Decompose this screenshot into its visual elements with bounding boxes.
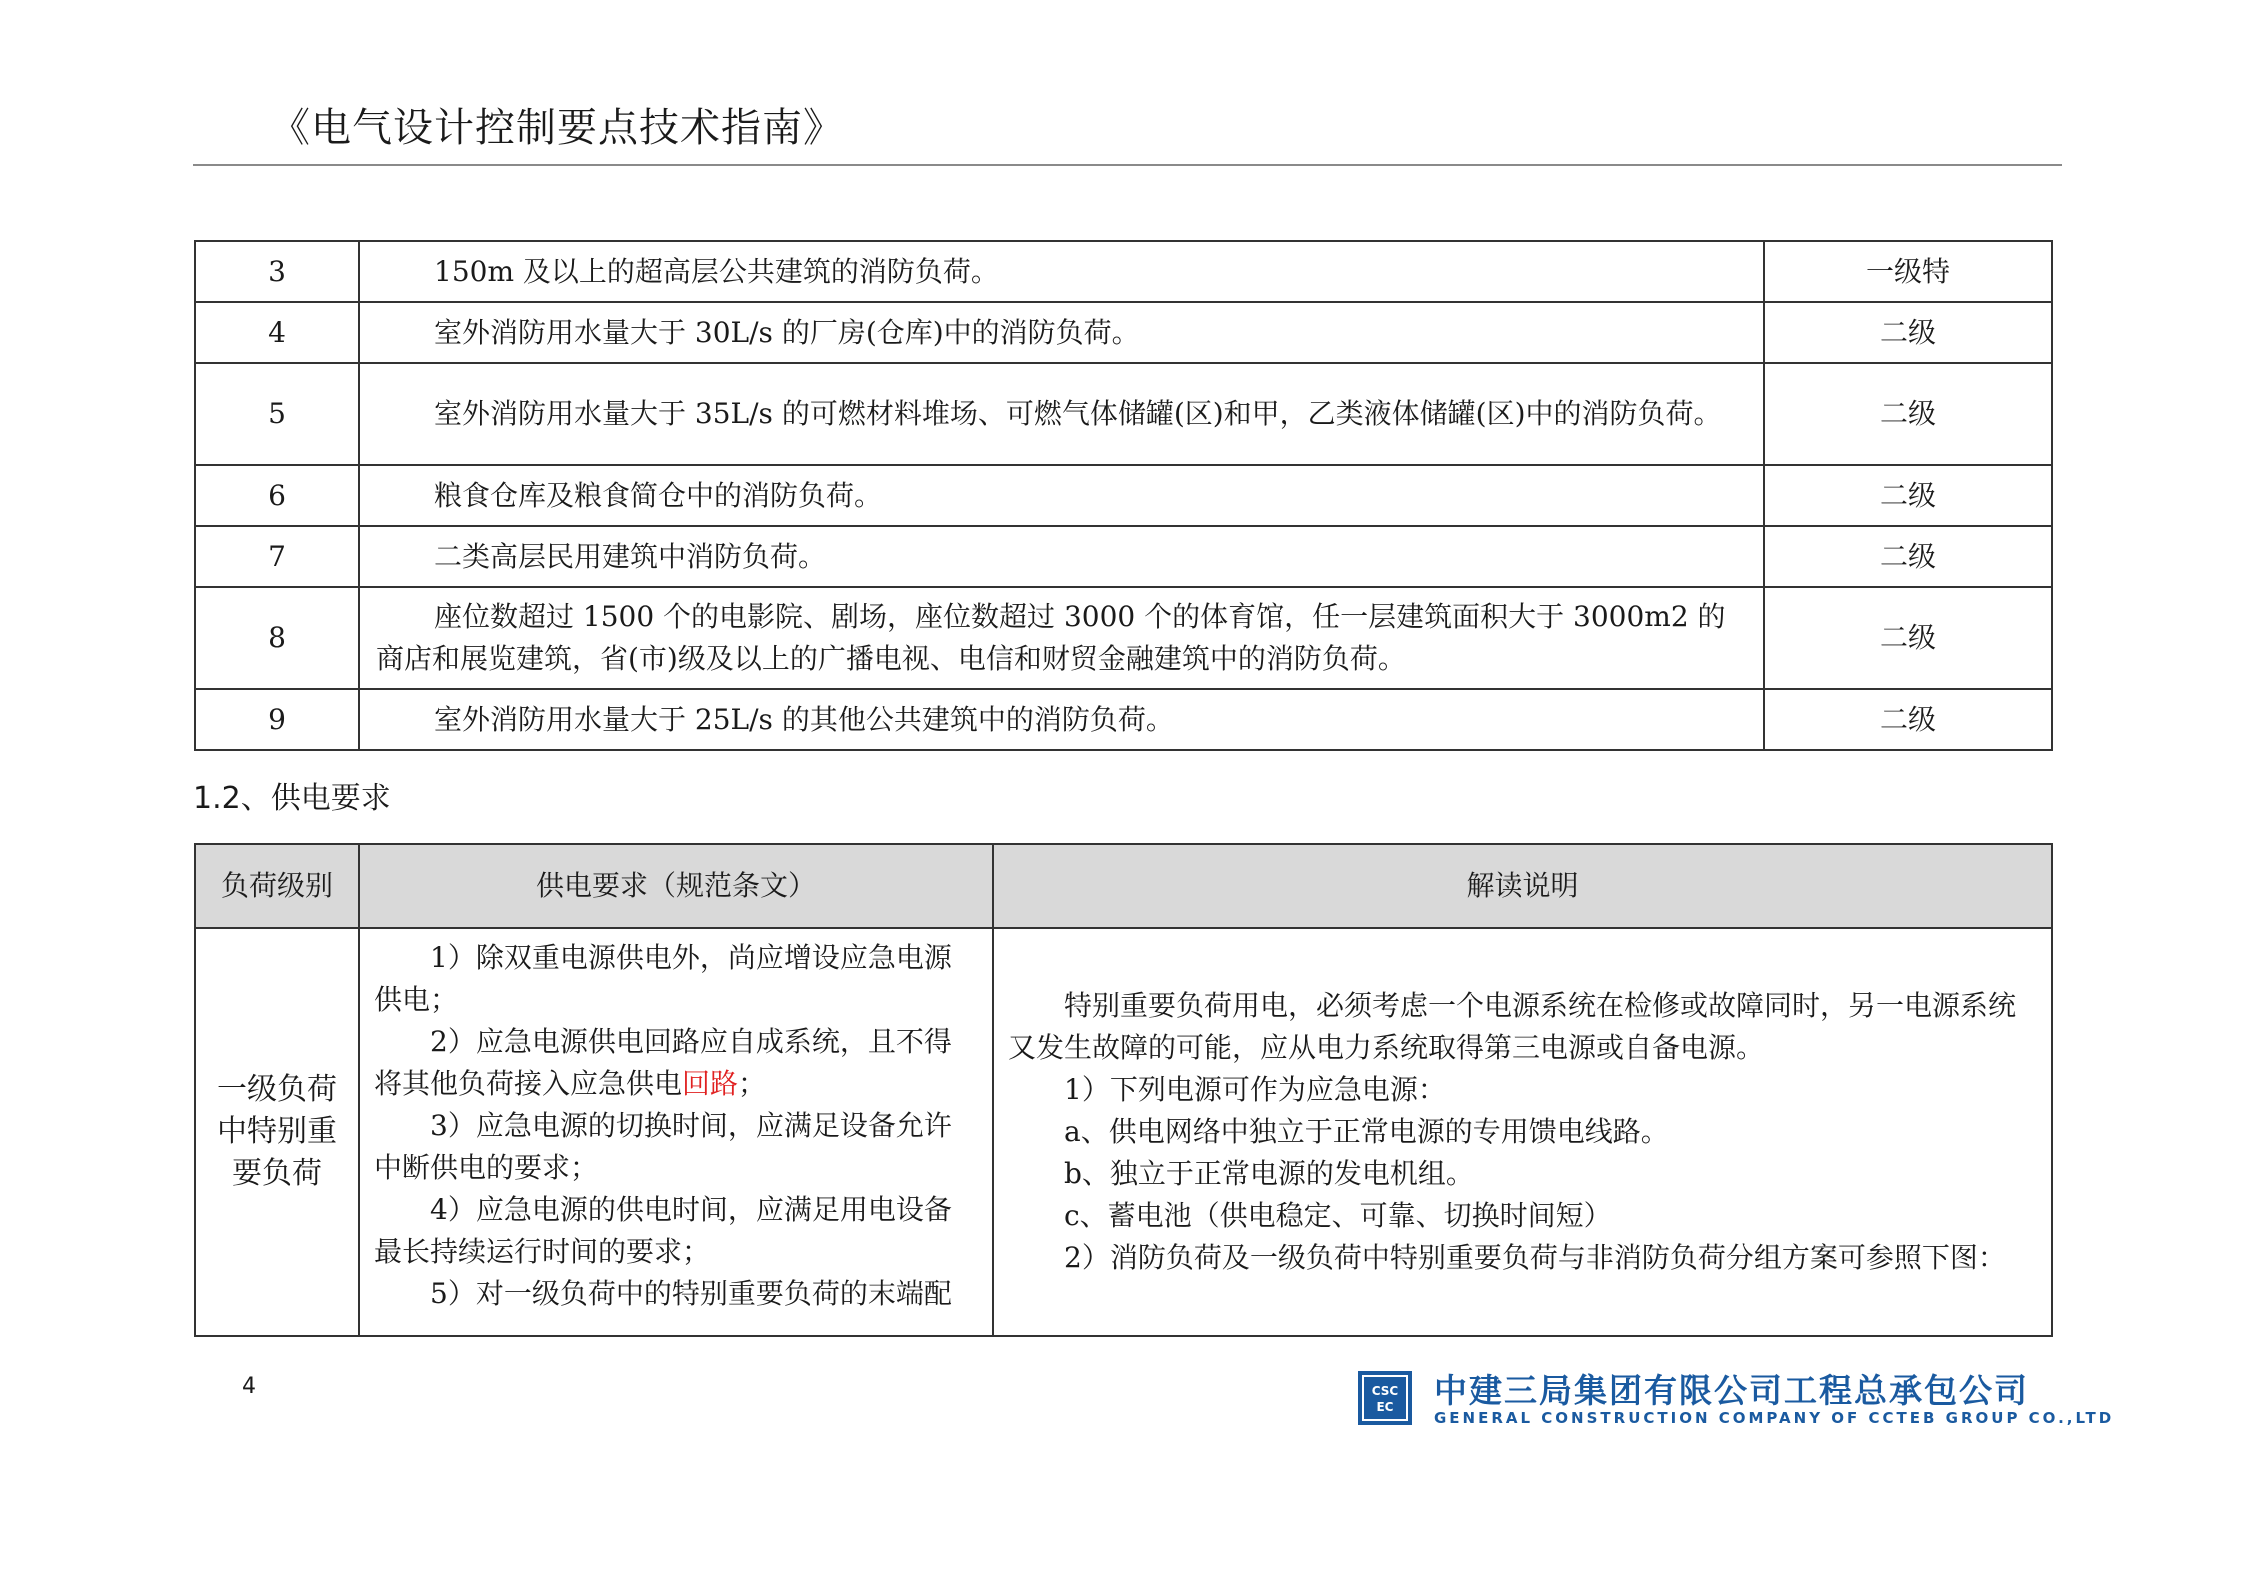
- requirement-punctuation: ；: [738, 1067, 767, 1100]
- note-item: b、独立于正常电源的发电机组。: [1064, 1157, 1474, 1190]
- row-number: 6: [195, 465, 359, 526]
- requirement-item: 1）除双重电源供电外，尚应增设应急电源供电；: [374, 941, 952, 1016]
- requirements-cell: [359, 928, 993, 1336]
- requirement-item: [374, 1021, 978, 1105]
- company-name-en: GENERAL CONSTRUCTION COMPANY OF CCTEB GROUP CO.,LTD: [1434, 1409, 2115, 1427]
- notes-cell: [993, 928, 2052, 1336]
- row-load-level: 二级: [1764, 363, 2052, 465]
- row-description: 二类高层民用建筑中消防负荷。: [359, 526, 1764, 587]
- row-description: 室外消防用水量大于 30L/s 的厂房(仓库)中的消防负荷。: [359, 302, 1764, 363]
- row-description: 室外消防用水量大于 35L/s 的可燃材料堆场、可燃气体储罐(区)和甲，乙类液体储罐(区)中的消防负荷。: [359, 363, 1764, 465]
- header-divider: [193, 164, 2062, 166]
- note-paragraph: 特别重要负荷用电，必须考虑一个电源系统在检修或故障同时，另一电源系统又发生故障的可能，应从电力系统取得第三电源或自备电源。: [1008, 989, 2017, 1064]
- table-row: [195, 241, 2052, 302]
- row-load-level: 二级: [1764, 526, 2052, 587]
- note-item: c、蓄电池（供电稳定、可靠、切换时间短）: [1064, 1199, 1612, 1232]
- table-row: [195, 587, 2052, 689]
- row-description: 座位数超过 1500 个的电影院、剧场，座位数超过 3000 个的体育馆，任一层建筑面积大于 3000m2 的商店和展览建筑，省(市)级及以上的广播电视、电信和财贸金融建筑中的消防负荷。: [359, 587, 1764, 689]
- table-row: [195, 928, 2052, 1336]
- svg-text:CSC: CSC: [1371, 1384, 1399, 1398]
- requirement-item: 3）应急电源的切换时间，应满足设备允许中断供电的要求；: [374, 1109, 952, 1184]
- company-footer: [1358, 1371, 2115, 1431]
- row-description: 粮食仓库及粮食简仓中的消防负荷。: [359, 465, 1764, 526]
- row-number: 3: [195, 241, 359, 302]
- row-load-level: 二级: [1764, 302, 2052, 363]
- row-load-level: 一级特: [1764, 241, 2052, 302]
- table-header-row: [195, 844, 2052, 928]
- row-load-level: 二级: [1764, 689, 2052, 750]
- column-header-requirements: 供电要求（规范条文）: [359, 844, 993, 928]
- table-row: [195, 526, 2052, 587]
- requirement-item: 4）应急电源的供电时间，应满足用电设备最长持续运行时间的要求；: [374, 1193, 952, 1268]
- row-description: 室外消防用水量大于 25L/s 的其他公共建筑中的消防负荷。: [359, 689, 1764, 750]
- load-grade-cell: 一级负荷中特别重要负荷: [195, 928, 359, 1336]
- power-supply-requirements-table: [194, 843, 2053, 1337]
- table-row: [195, 465, 2052, 526]
- row-number: 4: [195, 302, 359, 363]
- row-load-level: 二级: [1764, 587, 2052, 689]
- note-item: 1）下列电源可作为应急电源：: [1064, 1073, 1446, 1106]
- company-logo-icon: [1358, 1371, 1412, 1425]
- requirement-item: 5）对一级负荷中的特别重要负荷的末端配: [430, 1277, 952, 1310]
- table-row: [195, 302, 2052, 363]
- table-row: [195, 363, 2052, 465]
- document-title: 《电气设计控制要点技术指南》: [270, 105, 844, 151]
- requirement-text: 2）应急电源供电回路应自成系统，且不得将其他负荷接入应急供电: [374, 1025, 952, 1100]
- svg-text:EC: EC: [1376, 1400, 1394, 1414]
- note-item: 2）消防负荷及一级负荷中特别重要负荷与非消防负荷分组方案可参照下图：: [1064, 1241, 2006, 1274]
- row-load-level: 二级: [1764, 465, 2052, 526]
- row-number: 9: [195, 689, 359, 750]
- table-row: [195, 689, 2052, 750]
- column-header-notes: 解读说明: [993, 844, 2052, 928]
- fire-load-class-table: [194, 240, 2053, 751]
- page-number: 4: [242, 1374, 256, 1399]
- company-name-cn: 中建三局集团有限公司工程总承包公司: [1434, 1371, 2029, 1410]
- highlighted-text: 回路: [682, 1067, 739, 1100]
- section-heading: 1.2、供电要求: [193, 781, 391, 816]
- row-number: 7: [195, 526, 359, 587]
- note-item: a、供电网络中独立于正常电源的专用馈电线路。: [1064, 1115, 1669, 1148]
- row-number: 5: [195, 363, 359, 465]
- column-header-load-grade: 负荷级别: [195, 844, 359, 928]
- row-number: 8: [195, 587, 359, 689]
- row-description: 150m 及以上的超高层公共建筑的消防负荷。: [359, 241, 1764, 302]
